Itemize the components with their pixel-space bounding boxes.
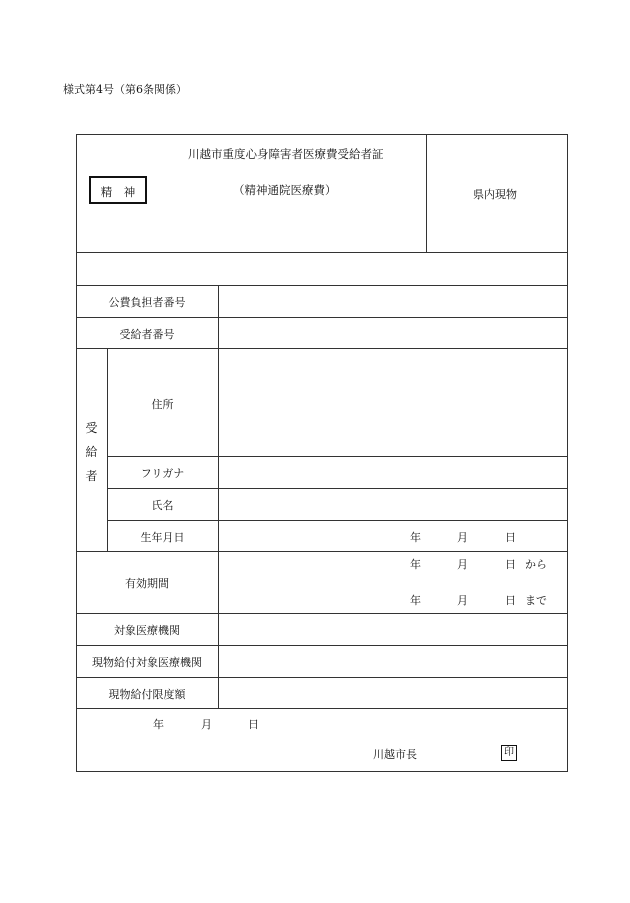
in-kind-institution-label: 現物給付対象医療機関 <box>92 656 202 669</box>
target-institution-label: 対象医療機関 <box>114 624 180 637</box>
category-badge-box <box>89 176 147 204</box>
name-label: 氏名 <box>151 499 174 512</box>
recipient-group-char-2: 給 <box>85 445 98 459</box>
recipient-group-char-1: 受 <box>85 421 98 435</box>
prefecture-in-kind-label: 県内現物 <box>473 188 517 201</box>
certificate-subtitle: （精神通院医療費） <box>233 183 337 197</box>
valid-until-day-unit: 日 <box>505 594 516 607</box>
validity-period-label: 有効期間 <box>125 577 169 590</box>
birth-day-unit: 日 <box>505 531 516 544</box>
birth-year-unit: 年 <box>410 531 421 544</box>
issue-month-unit: 月 <box>201 718 212 731</box>
issue-year-unit: 年 <box>153 718 164 731</box>
valid-until-month-unit: 月 <box>457 594 468 607</box>
form-number: 様式第4号（第6条関係） <box>63 83 187 96</box>
category-badge: 精 神 <box>100 185 136 199</box>
recipient-number-label: 受給者番号 <box>119 328 175 341</box>
issue-day-unit: 日 <box>248 718 259 731</box>
in-kind-limit-label: 現物給付限度額 <box>108 688 186 701</box>
birth-month-unit: 月 <box>457 531 468 544</box>
recipient-group-char-3: 者 <box>85 469 98 483</box>
valid-from-year-unit: 年 <box>410 558 421 571</box>
valid-until-suffix: まで <box>525 594 547 607</box>
issuer-mayor: 川越市長 <box>373 748 417 761</box>
official-seal: 印 <box>501 745 517 761</box>
public-payer-number-label: 公費負担者番号 <box>108 296 186 309</box>
furigana-label: フリガナ <box>140 467 185 480</box>
valid-from-day-unit: 日 <box>505 558 516 571</box>
certificate-title: 川越市重度心身障害者医療費受給者証 <box>188 147 384 161</box>
birth-date-label: 生年月日 <box>140 531 185 544</box>
address-label: 住所 <box>151 398 174 411</box>
valid-until-year-unit: 年 <box>410 594 421 607</box>
valid-from-month-unit: 月 <box>457 558 468 571</box>
valid-from-suffix: から <box>525 558 547 571</box>
